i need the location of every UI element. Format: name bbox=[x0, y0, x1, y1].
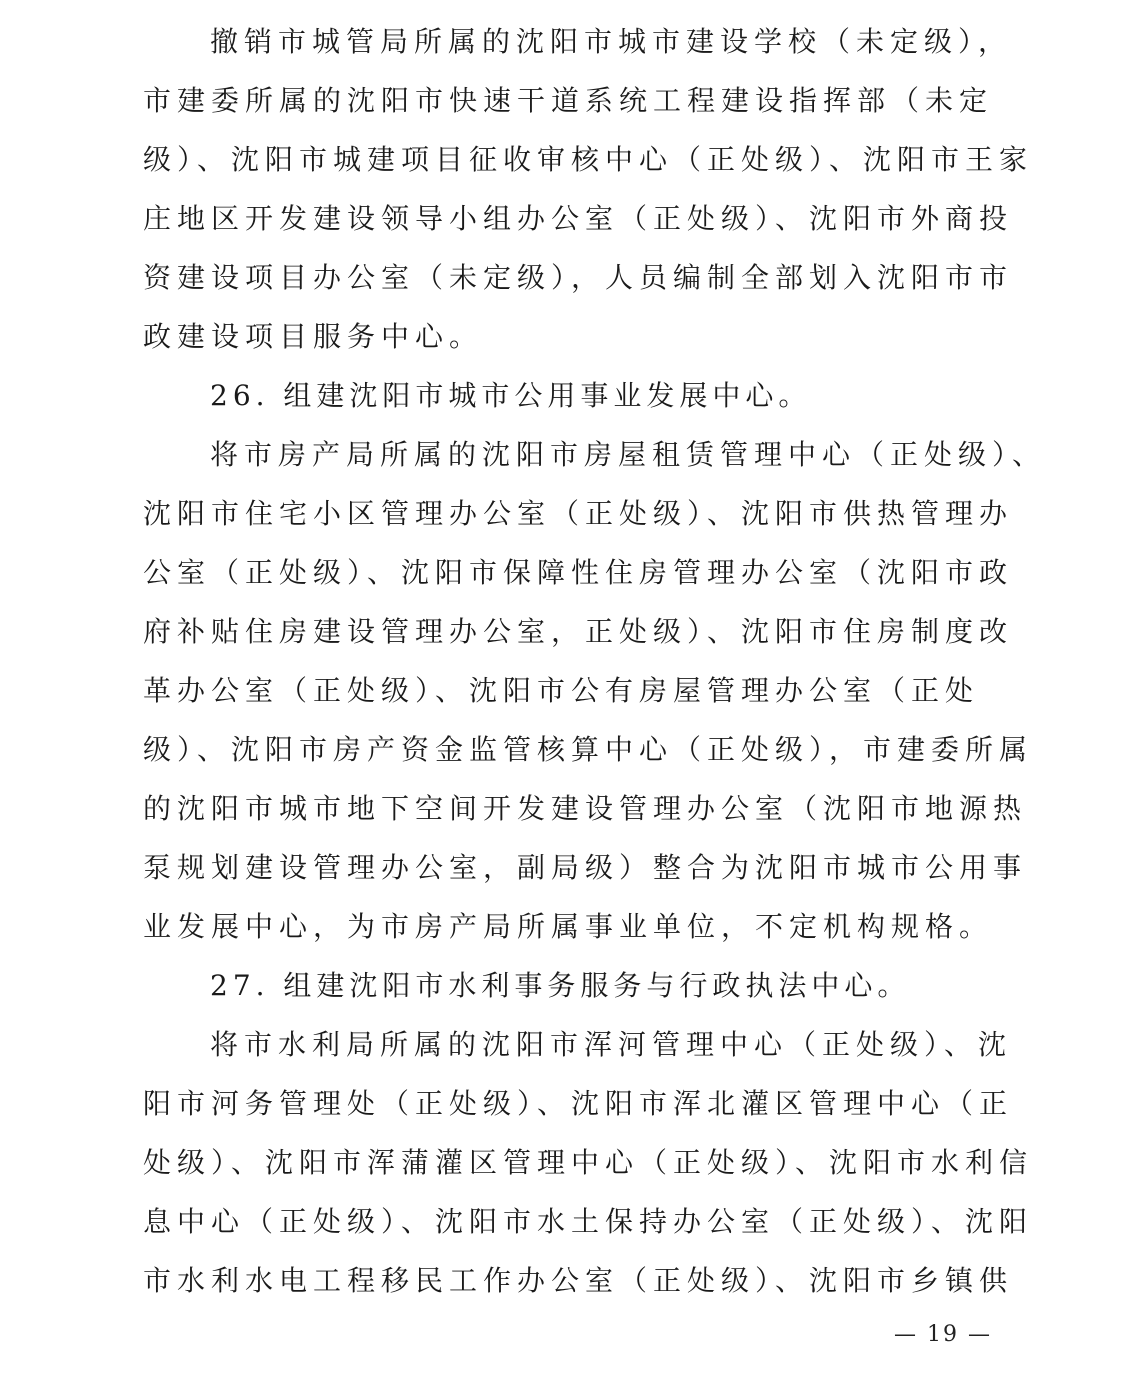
page-number: — 19 — bbox=[894, 1322, 992, 1347]
paragraph-line: 革办公室（正处级）、沈阳市公有房屋管理办公室（正处 bbox=[143, 674, 980, 707]
paragraph-line: 级）、沈阳市城建项目征收审核中心（正处级）、沈阳市王家 bbox=[143, 143, 1034, 176]
paragraph-line: 资建设项目办公室（未定级），人员编制全部划入沈阳市市 bbox=[143, 261, 1014, 294]
paragraph-line: 泵规划建设管理办公室，副局级）整合为沈阳市城市公用事 bbox=[143, 851, 1028, 884]
paragraph-line: 沈阳市住宅小区管理办公室（正处级）、沈阳市供热管理办 bbox=[143, 497, 1014, 530]
paragraph-line: 业发展中心，为市房产局所属事业单位，不定机构规格。 bbox=[143, 910, 994, 943]
paragraph-line: 的沈阳市城市地下空间开发建设管理办公室（沈阳市地源热 bbox=[143, 792, 1028, 825]
section-heading-27: 27. 组建沈阳市水利事务服务与行政执法中心。 bbox=[210, 969, 911, 1002]
paragraph-line: 级）、沈阳市房产资金监管核算中心（正处级），市建委所属 bbox=[143, 733, 1034, 766]
paragraph-line: 市建委所属的沈阳市快速干道系统工程建设指挥部（未定 bbox=[143, 84, 994, 117]
paragraph-line: 将市水利局所属的沈阳市浑河管理中心（正处级）、沈 bbox=[210, 1028, 1013, 1061]
paragraph-line: 息中心（正处级）、沈阳市水土保持办公室（正处级）、沈阳 bbox=[143, 1205, 1034, 1238]
section-heading-26: 26. 组建沈阳市城市公用事业发展中心。 bbox=[210, 379, 812, 412]
paragraph-line: 庄地区开发建设领导小组办公室（正处级）、沈阳市外商投 bbox=[143, 202, 1014, 235]
paragraph-line: 市水利水电工程移民工作办公室（正处级）、沈阳市乡镇供 bbox=[143, 1264, 1014, 1297]
paragraph-line: 府补贴住房建设管理办公室，正处级）、沈阳市住房制度改 bbox=[143, 615, 1014, 648]
paragraph-line: 撤销市城管局所属的沈阳市城市建设学校（未定级）， bbox=[210, 25, 1013, 58]
paragraph-line: 公室（正处级）、沈阳市保障性住房管理办公室（沈阳市政 bbox=[143, 556, 1014, 589]
paragraph-line: 政建设项目服务中心。 bbox=[143, 320, 484, 353]
paragraph-line: 处级）、沈阳市浑蒲灌区管理中心（正处级）、沈阳市水利信 bbox=[143, 1146, 1034, 1179]
paragraph-line: 阳市河务管理处（正处级）、沈阳市浑北灌区管理中心（正 bbox=[143, 1087, 1014, 1120]
paragraph-line: 将市房产局所属的沈阳市房屋租赁管理中心（正处级）、 bbox=[210, 438, 1047, 471]
